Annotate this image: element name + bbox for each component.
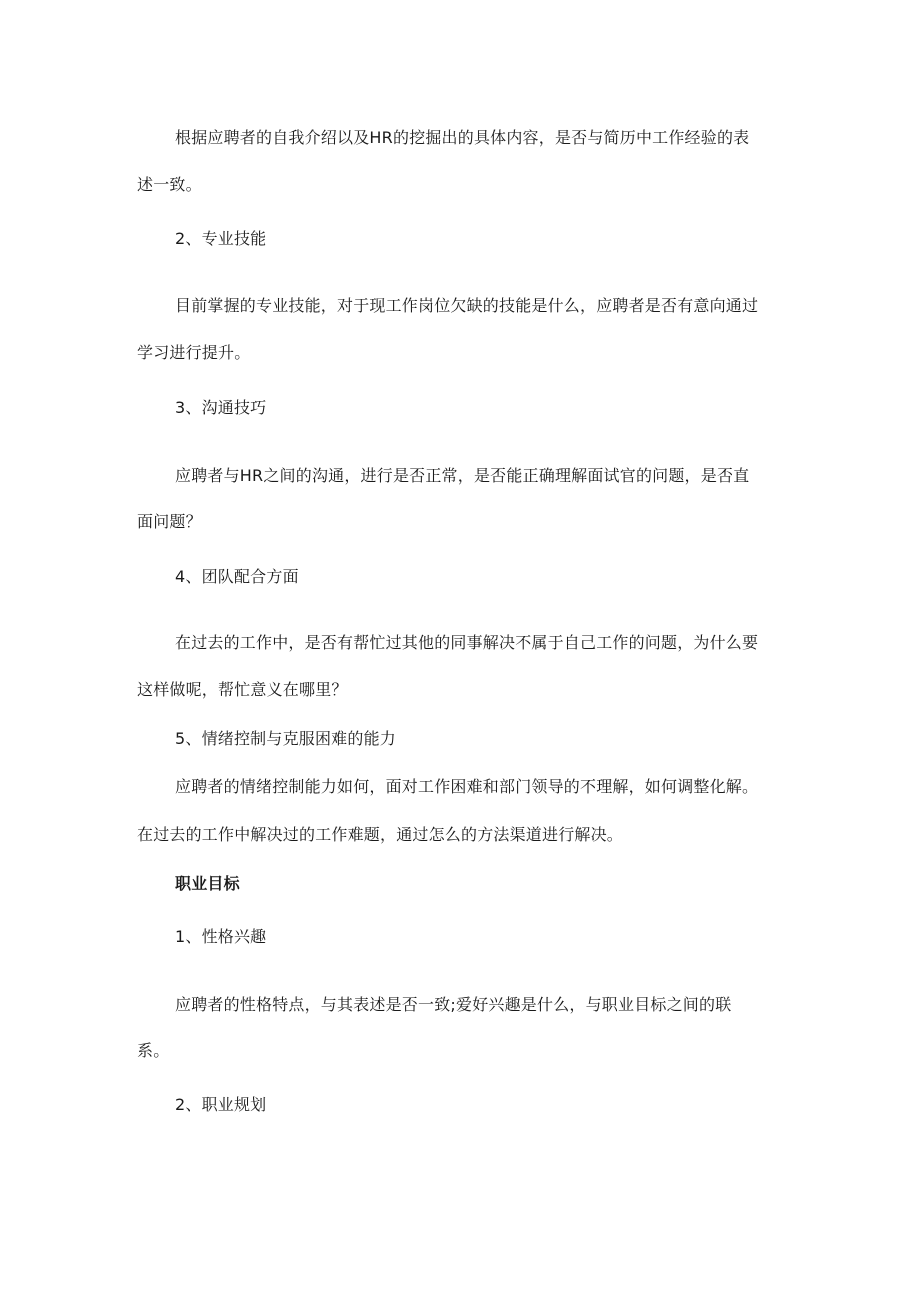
- paragraph-line: 目前掌握的专业技能，对于现工作岗位欠缺的技能是什么，应聘者是否有意向通过: [175, 296, 759, 315]
- paragraph-line: 系。: [137, 1041, 170, 1060]
- major-heading: 职业目标: [175, 874, 240, 893]
- paragraph-line: 根据应聘者的自我介绍以及HR的挖掘出的具体内容，是否与简历中工作经验的表: [175, 128, 750, 147]
- paragraph-line: 在过去的工作中，是否有帮忙过其他的同事解决不属于自己工作的问题，为什么要: [175, 633, 759, 652]
- paragraph-line: 应聘者的性格特点，与其表述是否一致;爱好兴趣是什么，与职业目标之间的联: [175, 995, 732, 1014]
- paragraph-line: 学习进行提升。: [137, 343, 251, 362]
- paragraph-line: 述一致。: [137, 175, 202, 194]
- paragraph-line: 应聘者的情绪控制能力如何，面对工作困难和部门领导的不理解，如何调整化解。: [175, 777, 759, 796]
- section-heading: 2、专业技能: [175, 229, 267, 248]
- section-heading: 1、性格兴趣: [175, 927, 267, 946]
- paragraph-line: 应聘者与HR之间的沟通，进行是否正常，是否能正确理解面试官的问题，是否直: [175, 466, 750, 485]
- section-heading: 4、团队配合方面: [175, 567, 299, 586]
- section-heading: 2、职业规划: [175, 1095, 267, 1114]
- paragraph-line: 在过去的工作中解决过的工作难题，通过怎么的方法渠道进行解决。: [137, 825, 624, 844]
- paragraph-line: 这样做呢，帮忙意义在哪里？: [137, 680, 348, 699]
- section-heading: 5、情绪控制与克服困难的能力: [175, 729, 396, 748]
- paragraph-line: 面问题？: [137, 512, 202, 531]
- section-heading: 3、沟通技巧: [175, 398, 267, 417]
